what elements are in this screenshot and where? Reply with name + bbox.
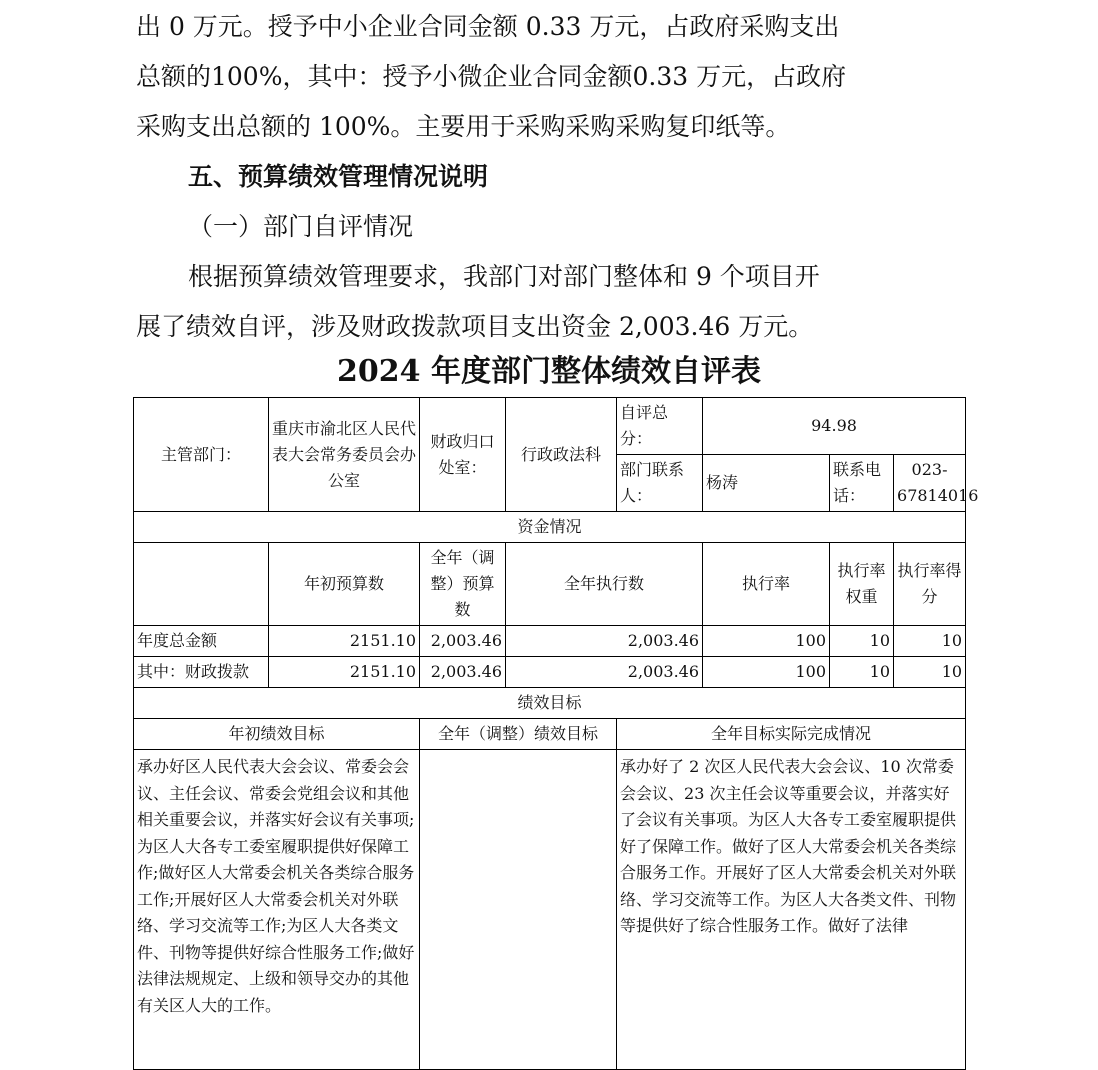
intro-line: 总额的100%，其中：授予小微企业合同金额0.33 万元，占政府 [136, 62, 847, 91]
cell-value: 2151.10 [269, 626, 420, 657]
section-paragraph [0, 252, 1000, 352]
phone-label: 联系电话： [830, 455, 894, 512]
goal-initial-text: 承办好区人民代表大会会议、常委会会议、主任会议、常委会党组会议和其他相关重要会议，并落实好会议有关事项;为区人大各专工委室履职提供好保障工作;做好区人大常委会机关各类综合服务工作;开展好区人大常委会机关对外联络、学习交流等工作;为区人大各类文件、刊物等提供好综合性服务工作;做好法律法规规定、上级和领导交办的其他有关区人大的工作。 [134, 750, 420, 1070]
intro-line: 采购支出总额的 100%。主要用于采购采购采购复印纸等。 [136, 112, 791, 141]
cell-value: 2151.10 [269, 657, 420, 688]
cell-value: 2,003.46 [506, 657, 703, 688]
finance-value: 行政政法科 [506, 398, 617, 512]
cell-value: 10 [830, 626, 894, 657]
section-subheading: （一）部门自评情况 [188, 212, 414, 241]
cell-value: 100 [703, 657, 830, 688]
cell-value: 2,003.46 [506, 626, 703, 657]
goal-col-header: 全年（调整）绩效目标 [420, 719, 617, 750]
cell-value: 10 [894, 626, 966, 657]
finance-label: 财政归口处室： [420, 398, 506, 512]
goal-col-header: 年初绩效目标 [134, 719, 420, 750]
cell-value: 100 [703, 626, 830, 657]
goal-col-header: 全年目标实际完成情况 [617, 719, 966, 750]
col-header: 执行率得分 [894, 543, 966, 626]
intro-line: 出 0 万元。授予中小企业合同金额 0.33 万元，占政府采购支出 [136, 12, 840, 41]
col-header: 全年（调整）预算数 [420, 543, 506, 626]
goal-actual-text: 承办好了 2 次区人民代表大会会议、10 次常委会会议、23 次主任会议等重要会议，并落实好了会议有关事项。为区人大各专工委室履职提供好了保障工作。做好了区人大常委会机关各类综合服务工作。开展好了区人大常委会机关对外联络、学习交流等工作。为区人大各类文件、刊物等提供好了综合性服务工作。做好了法律 [617, 750, 966, 1070]
col-header: 执行率权重 [830, 543, 894, 626]
dept-label: 主管部门： [134, 398, 269, 512]
row-label: 年度总金额 [134, 626, 269, 657]
cell-value: 2,003.46 [420, 657, 506, 688]
section-paragraph-line: 展了绩效自评，涉及财政拨款项目支出资金 2,003.46 万元。 [136, 312, 814, 341]
phone-value: 023-67814016 [894, 455, 966, 512]
col-header: 执行率 [703, 543, 830, 626]
row-label: 其中：财政拨款 [134, 657, 269, 688]
score-label: 自评总分： [617, 398, 703, 455]
funds-header: 资金情况 [134, 512, 966, 543]
section-paragraph-line: 根据预算绩效管理要求，我部门对部门整体和 9 个项目开 [188, 262, 820, 291]
cell-value: 2,003.46 [420, 626, 506, 657]
score-value: 94.98 [703, 398, 966, 455]
cell-value: 10 [894, 657, 966, 688]
table-row [134, 657, 966, 688]
intro-paragraph [0, 2, 1000, 152]
empty-corner-cell [134, 543, 269, 626]
col-header: 全年执行数 [506, 543, 703, 626]
self-evaluation-table [133, 397, 979, 1070]
goal-adjusted-text [420, 750, 617, 1070]
table-title: 2024 年度部门整体绩效自评表 [337, 354, 761, 389]
contact-value: 杨涛 [703, 455, 830, 512]
contact-label: 部门联系人： [617, 455, 703, 512]
cell-value: 10 [830, 657, 894, 688]
table-row [134, 626, 966, 657]
goals-header: 绩效目标 [134, 688, 966, 719]
section-heading: 五、预算绩效管理情况说明 [188, 162, 489, 191]
dept-value: 重庆市渝北区人民代表大会常务委员会办公室 [269, 398, 420, 512]
col-header: 年初预算数 [269, 543, 420, 626]
